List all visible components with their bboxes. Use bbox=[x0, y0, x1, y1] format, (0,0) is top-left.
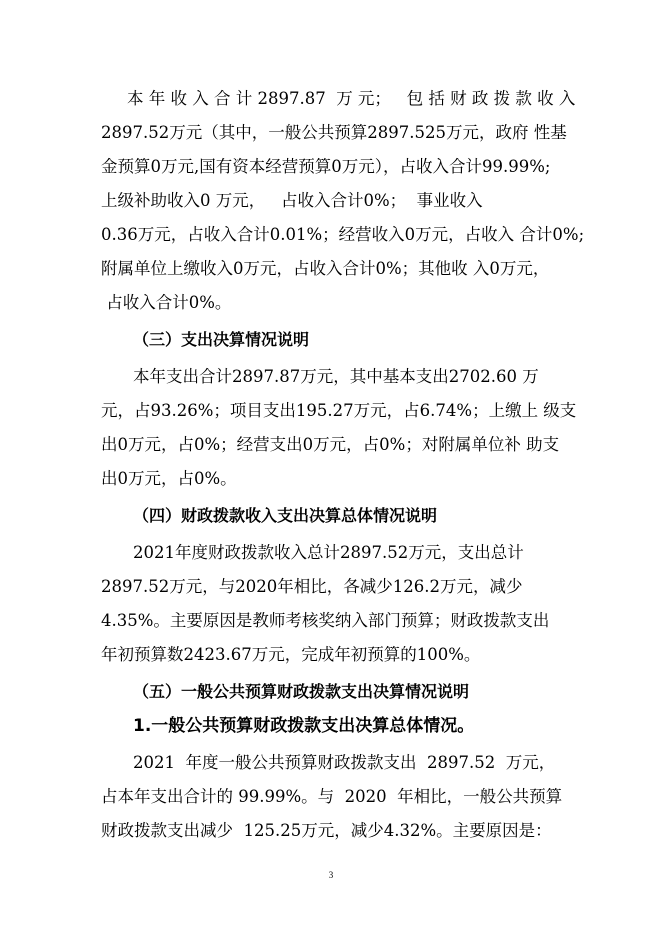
paragraph-line: 上级补助收入0 万元， 占收入合计0%； 事业收入 bbox=[101, 191, 483, 210]
paragraph-line: 本年支出合计2897.87万元，其中基本支出2702.60 万 bbox=[133, 367, 539, 386]
paragraph-line: 出0万元，占0%；经营支出0万元，占0%；对附属单位补 助支 bbox=[101, 435, 560, 454]
paragraph-line: 元，占93.26%；项目支出195.27万元，占6.74%；上缴上 级支 bbox=[101, 401, 577, 420]
paragraph-line: 财政拨款支出减少 125.25万元，减少4.32%。主要原因是： bbox=[101, 821, 552, 840]
paragraph-line: 年初预算数2423.67万元，完成年初预算的100%。 bbox=[101, 645, 481, 664]
paragraph-line: 附属单位上缴收入0万元，占收入合计0%；其他收 入0万元， bbox=[101, 259, 550, 278]
section-heading-3: （三）支出决算情况说明 bbox=[133, 330, 310, 349]
paragraph-line: 占本年支出合计的 99.99%。与 2020 年相比，一般公共预算 bbox=[101, 787, 563, 806]
paragraph-line: 本 年 收 入 合 计 2897.87 万 元； 包 括 财 政 拨 款 收 入 bbox=[127, 89, 576, 108]
paragraph-line: 金预算0万元,国有资本经营预算0万元），占收入合计99.99%; bbox=[101, 157, 551, 176]
section-heading-5: （五）一般公共预算财政拨款支出决算情况说明 bbox=[133, 682, 470, 701]
paragraph-line: 占收入合计0%。 bbox=[101, 293, 232, 312]
subsection-heading: 1.一般公共预算财政拨款支出决算总体情况。 bbox=[133, 716, 475, 736]
section-heading-4: （四）财政拨款收入支出决算总体情况说明 bbox=[133, 506, 438, 525]
paragraph-line: 2021 年度一般公共预算财政拨款支出 2897.52 万元， bbox=[133, 753, 556, 772]
paragraph-line: 2897.52万元，与2020年相比，各减少126.2万元，减少 bbox=[101, 577, 523, 596]
paragraph-line: 2021年度财政拨款收入总计2897.52万元，支出总计 bbox=[133, 543, 524, 562]
page-number: 3 bbox=[328, 870, 334, 880]
paragraph-line: 出0万元，占0%。 bbox=[101, 469, 237, 488]
paragraph-line: 4.35%。主要原因是教师考核奖纳入部门预算；财政拨款支出 bbox=[101, 611, 550, 630]
paragraph-line: 2897.52万元（其中，一般公共预算2897.525万元，政府 性基 bbox=[101, 123, 567, 142]
paragraph-line: 0.36万元，占收入合计0.01%；经营收入0万元，占收入 合计0%; bbox=[101, 225, 585, 244]
